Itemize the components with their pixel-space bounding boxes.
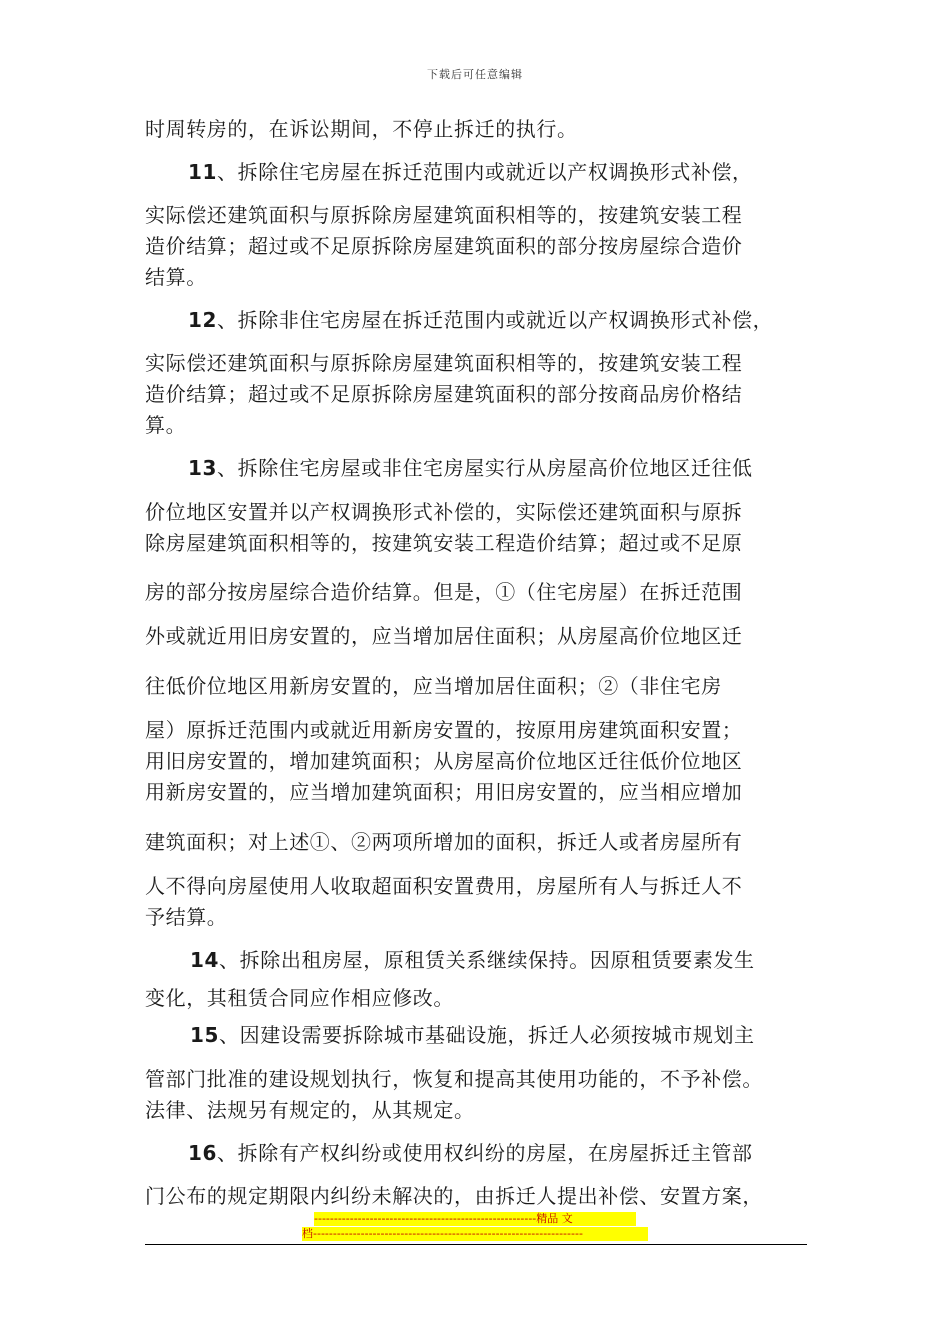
footer-watermark-band: 档-------------------------------------------------------------------- — [302, 1227, 648, 1241]
body-line: 外或就近用旧房安置的，应当增加居住面积；从房屋高价位地区迁 — [145, 624, 743, 648]
body-line: 结算。 — [145, 265, 207, 289]
clause-number: 14 — [190, 948, 220, 972]
body-line: 房的部分按房屋综合造价结算。但是，①（住宅房屋）在拆迁范围 — [145, 580, 743, 604]
body-line: 用旧房安置的，增加建筑面积；从房屋高价位地区迁往低价位地区 — [145, 749, 743, 773]
clause-number: 15 — [190, 1023, 220, 1047]
clause-text: 、因建设需要拆除城市基础设施，拆迁人必须按城市规划主 — [219, 1023, 755, 1047]
clause-number: 16 — [188, 1141, 218, 1165]
footer-watermark-band: --------------------------------------------------------精品 文 — [314, 1212, 636, 1226]
clause-14-first-line — [190, 946, 755, 974]
body-line: 算。 — [145, 413, 187, 437]
clause-15-first-line — [190, 1021, 755, 1049]
body-line: 造价结算；超过或不足原拆除房屋建筑面积的部分按商品房价格结 — [145, 382, 743, 406]
page-header: 下载后可任意编辑 — [427, 68, 523, 81]
body-line: 予结算。 — [145, 905, 228, 929]
footer-divider — [145, 1244, 807, 1245]
body-line: 管部门批准的建设规划执行，恢复和提高其使用功能的，不予补偿。 — [145, 1067, 763, 1091]
clause-text: 、拆除非住宅房屋在拆迁范围内或就近以产权调换形式补偿， — [217, 308, 774, 332]
body-line: 法律、法规另有规定的，从其规定。 — [145, 1098, 475, 1122]
clause-text: 、拆除有产权纠纷或使用权纠纷的房屋，在房屋拆迁主管部 — [217, 1141, 753, 1165]
body-line: 除房屋建筑面积相等的，按建筑安装工程造价结算；超过或不足原 — [145, 531, 743, 555]
clause-text: 、拆除出租房屋，原租赁关系继续保持。因原租赁要素发生 — [219, 948, 755, 972]
clause-13-first-line — [188, 454, 753, 482]
body-line: 实际偿还建筑面积与原拆除房屋建筑面积相等的，按建筑安装工程 — [145, 351, 743, 375]
clause-16-first-line — [188, 1139, 753, 1167]
body-line: 时周转房的，在诉讼期间，不停止拆迁的执行。 — [145, 117, 578, 141]
clause-number: 12 — [188, 308, 218, 332]
body-line: 价位地区安置并以产权调换形式补偿的，实际偿还建筑面积与原拆 — [145, 500, 743, 524]
body-line: 用新房安置的，应当增加建筑面积；用旧房安置的，应当相应增加 — [145, 780, 743, 804]
body-line: 造价结算；超过或不足原拆除房屋建筑面积的部分按房屋综合造价 — [145, 234, 743, 258]
body-line: 往低价位地区用新房安置的，应当增加居住面积；②（非住宅房 — [145, 674, 722, 698]
body-line: 屋）原拆迁范围内或就近用新房安置的，按原用房建筑面积安置； — [145, 718, 743, 742]
body-line: 变化，其租赁合同应作相应修改。 — [145, 986, 454, 1010]
clause-text: 、拆除住宅房屋在拆迁范围内或就近以产权调换形式补偿， — [217, 160, 753, 184]
body-line: 门公布的规定期限内纠纷未解决的，由拆迁人提出补偿、安置方案， — [145, 1184, 763, 1208]
clause-11-first-line — [188, 158, 753, 186]
body-line: 建筑面积；对上述①、②两项所增加的面积，拆迁人或者房屋所有 — [145, 830, 743, 854]
clause-text: 、拆除住宅房屋或非住宅房屋实行从房屋高价位地区迁往低 — [217, 456, 753, 480]
body-line: 实际偿还建筑面积与原拆除房屋建筑面积相等的，按建筑安装工程 — [145, 203, 743, 227]
body-line: 人不得向房屋使用人收取超面积安置费用，房屋所有人与拆迁人不 — [145, 874, 743, 898]
clause-number: 11 — [188, 160, 218, 184]
clause-12-first-line — [188, 306, 773, 334]
clause-number: 13 — [188, 456, 218, 480]
